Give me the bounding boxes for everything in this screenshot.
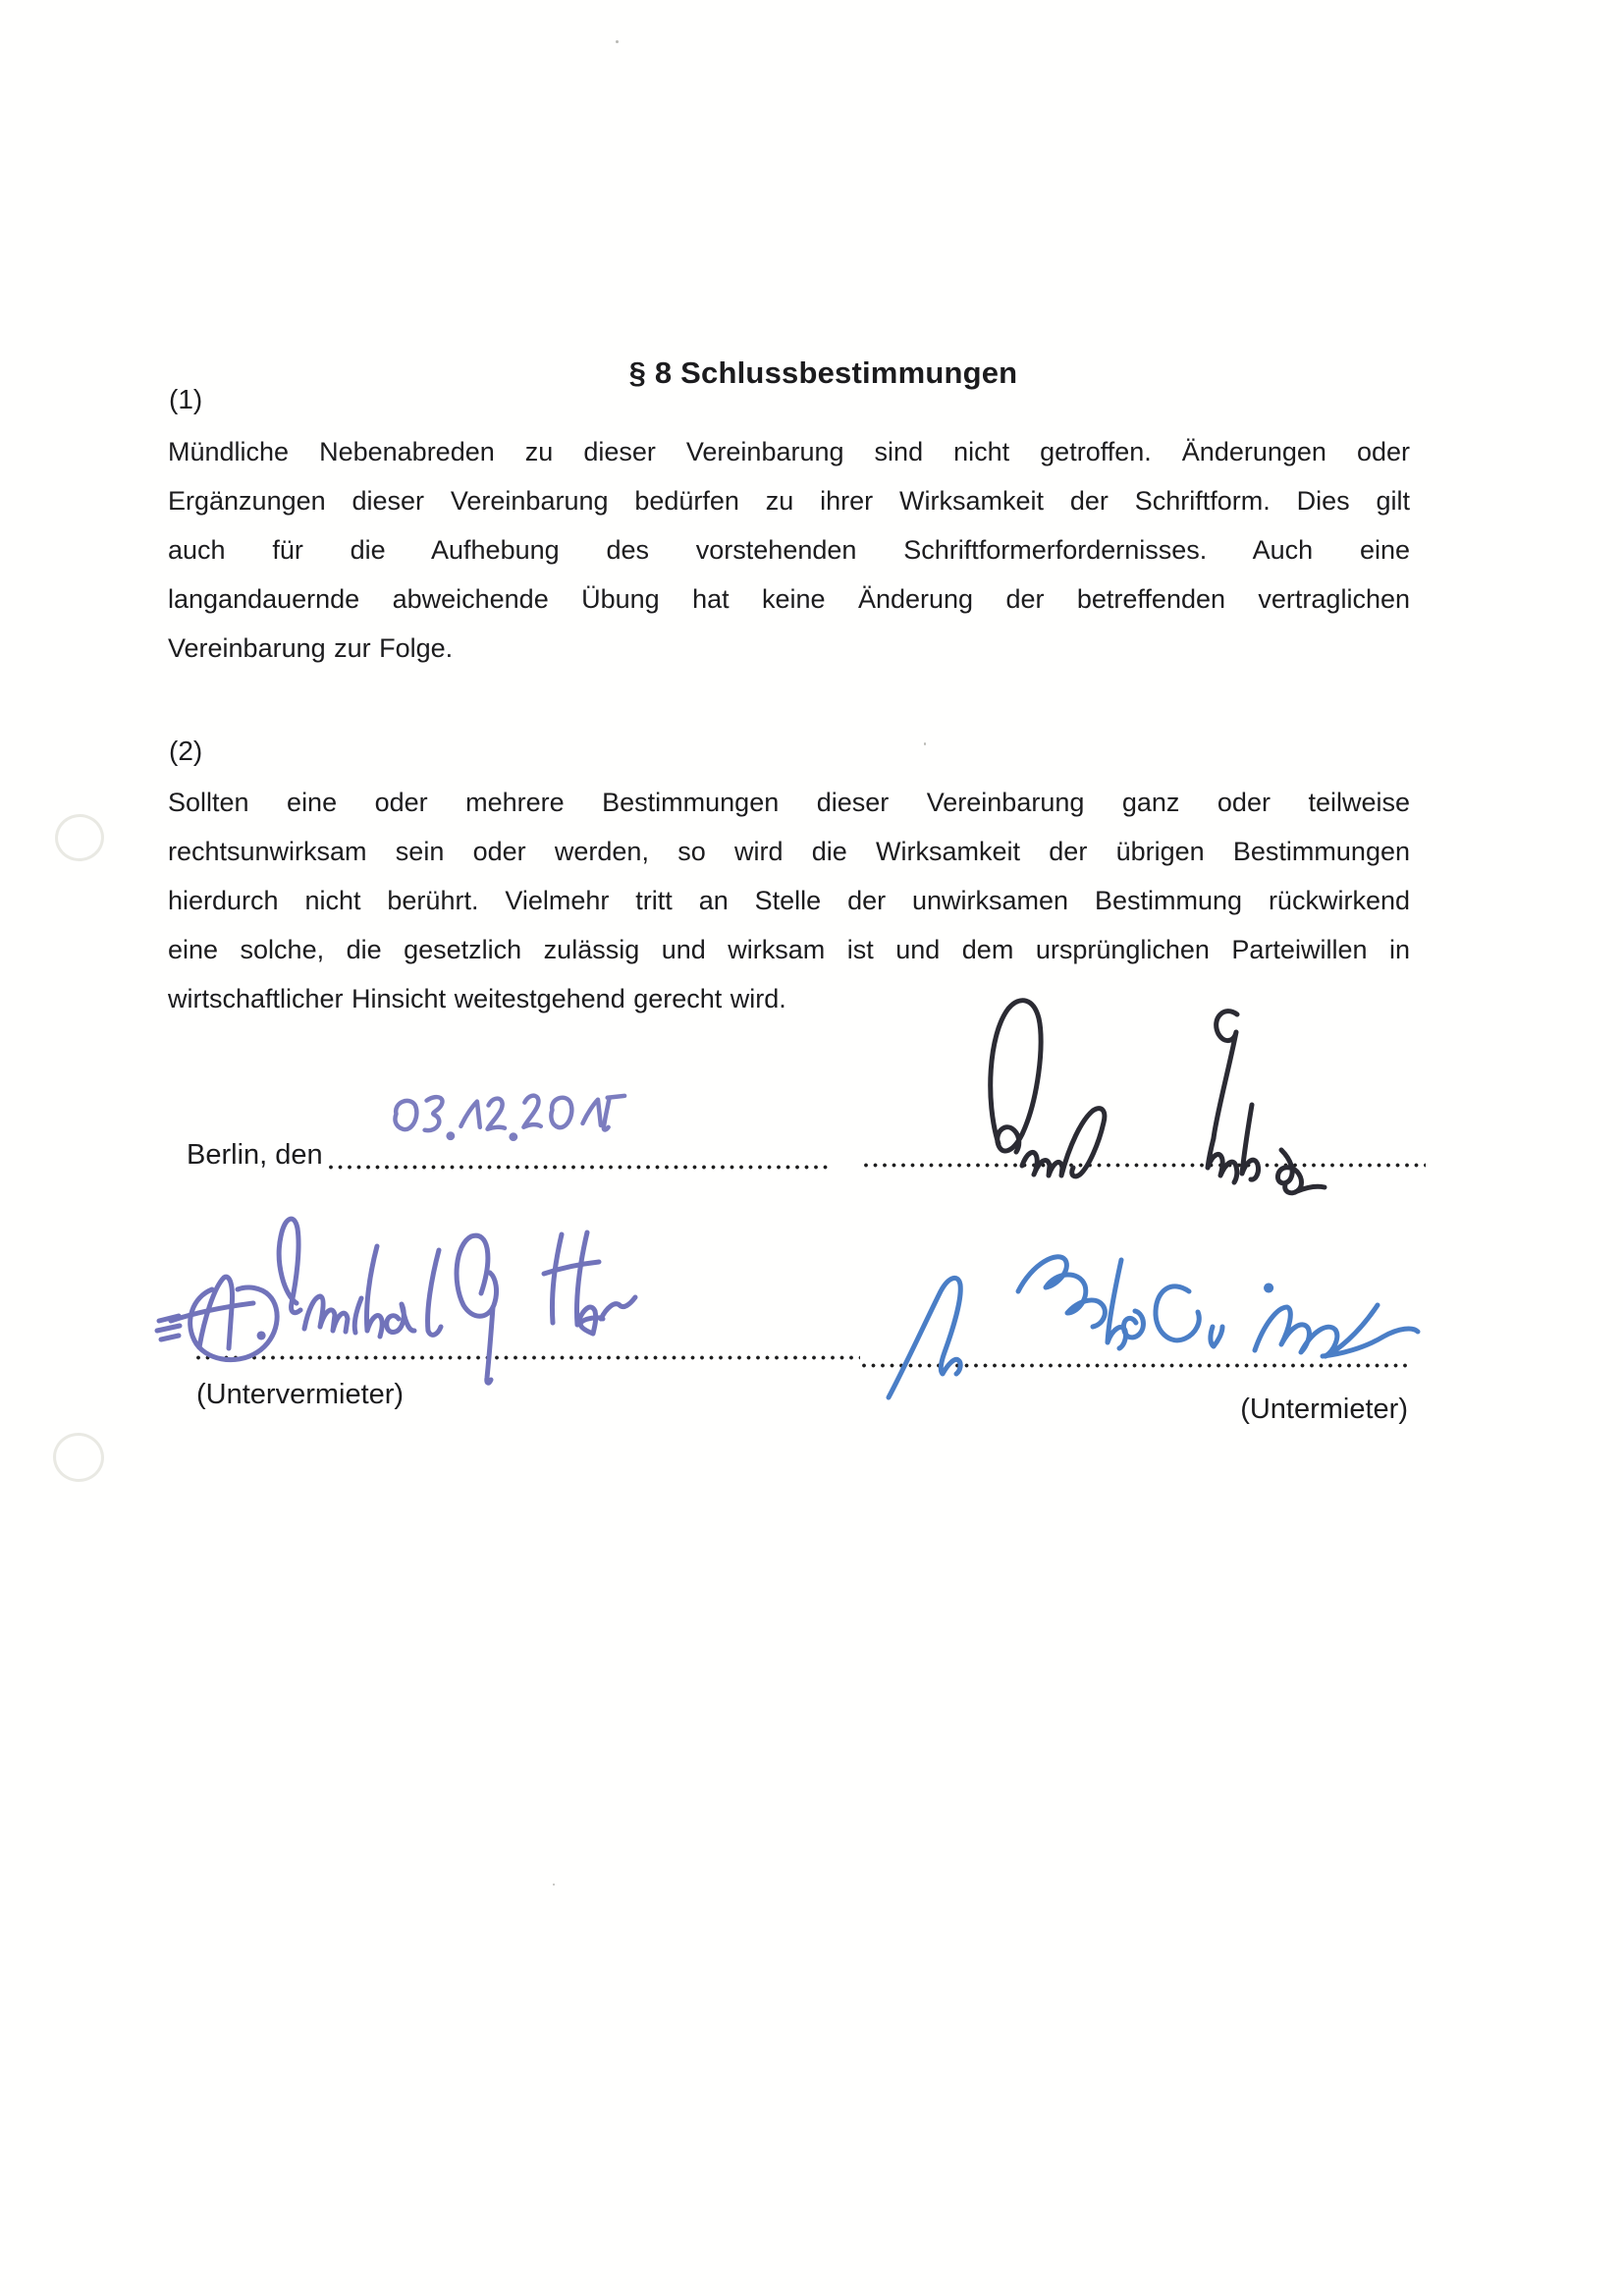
untermieter-label: (Untermieter) [1240, 1394, 1408, 1425]
clause-1-text [168, 427, 1410, 673]
text-line: Vereinbarung zur Folge. [168, 633, 454, 663]
date-dotted-line [329, 1165, 830, 1170]
text-line: auch für die Aufhebung des vorstehenden Schriftformerfordernisses. Auch eine [168, 535, 1410, 565]
text-line: eine solche, die gesetzlich zulässig und wirksam ist und dem ursprünglichen Parteiwillen in [168, 935, 1410, 964]
handwritten-date [381, 1086, 628, 1157]
scan-speckle [924, 742, 926, 745]
place-date-label: Berlin, den [187, 1139, 323, 1171]
clause-2-number: (2) [169, 736, 203, 766]
text-line: wirtschaftlicher Hinsicht weitestgehend gerecht wird. [168, 984, 786, 1013]
punch-hole-top [52, 811, 107, 864]
clause-1-number: (1) [169, 384, 203, 414]
scan-speckle [616, 40, 619, 43]
text-line: Mündliche Nebenabreden zu dieser Vereinbarung sind nicht getroffen. Änderungen oder [168, 437, 1410, 466]
text-line: Ergänzungen dieser Vereinbarung bedürfen zu ihrer Wirksamkeit der Schriftform. Dies gilt [168, 486, 1410, 516]
text-line: langandauernde abweichende Übung hat keine Änderung der betreffenden vertraglichen [168, 584, 1410, 614]
untervermieter-label: (Untervermieter) [196, 1379, 405, 1410]
scan-speckle [553, 1884, 555, 1886]
text-line: hierdurch nicht berührt. Vielmehr tritt an Stelle der unwirksamen Bestimmung rückwirkend [168, 886, 1410, 915]
section-heading: § 8 Schlussbestimmungen [628, 355, 1018, 390]
text-line: Sollten eine oder mehrere Bestimmungen dieser Vereinbarung ganz oder teilweise [168, 788, 1410, 817]
signature-top-right [957, 977, 1438, 1218]
text-line: rechtsunwirksam sein oder werden, so wird die Wirksamkeit der übrigen Bestimmungen [168, 837, 1410, 866]
punch-hole-bottom [51, 1430, 107, 1484]
